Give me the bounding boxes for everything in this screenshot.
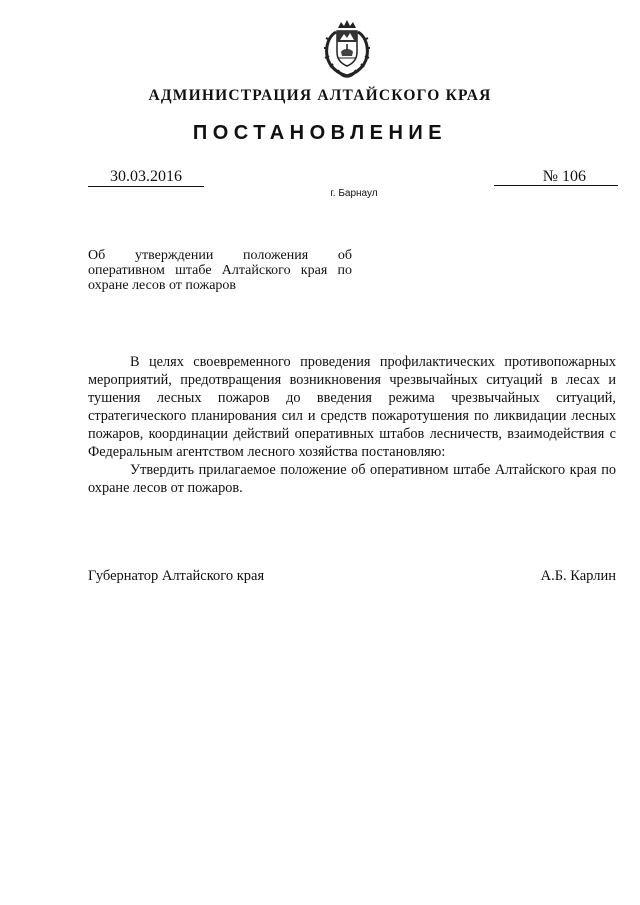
- document-type-title: ПОСТАНОВЛЕНИЕ: [192, 122, 448, 144]
- coat-of-arms-icon: [316, 18, 378, 80]
- document-date: 30.03.2016: [88, 168, 204, 187]
- body-paragraph: В целях своевременного проведения профилактических противопожарных мероприятий, предотвращения возникновения чрезвычайных ситуаций в лесах и тушения лесных пожаров до введения режима чрезвычайных ситуаций, стратегического планирования сил и средств пожаротушения по ликвидации лесных пожаров, координации действий оперативных штабов лесничеств, взаимодействия с Федеральным агентством лесного хозяйства постановляю:: [88, 354, 616, 460]
- document-subject: Об утверждении положения об оперативном штабе Алтайского края по охране лесов от пожаров: [88, 248, 352, 293]
- document-city: г. Барнаул: [330, 188, 378, 199]
- document-number: № 106: [494, 168, 618, 186]
- organization-name: АДМИНИСТРАЦИЯ АЛТАЙСКОГО КРАЯ: [148, 87, 492, 104]
- signatory-name: А.Б. Карлин: [540, 568, 616, 584]
- document-body: [88, 353, 616, 497]
- signatory-role: Губернатор Алтайского края: [88, 568, 265, 584]
- body-paragraph: Утвердить прилагаемое положение об оперативном штабе Алтайского края по охране лесов от пожаров.: [88, 462, 616, 496]
